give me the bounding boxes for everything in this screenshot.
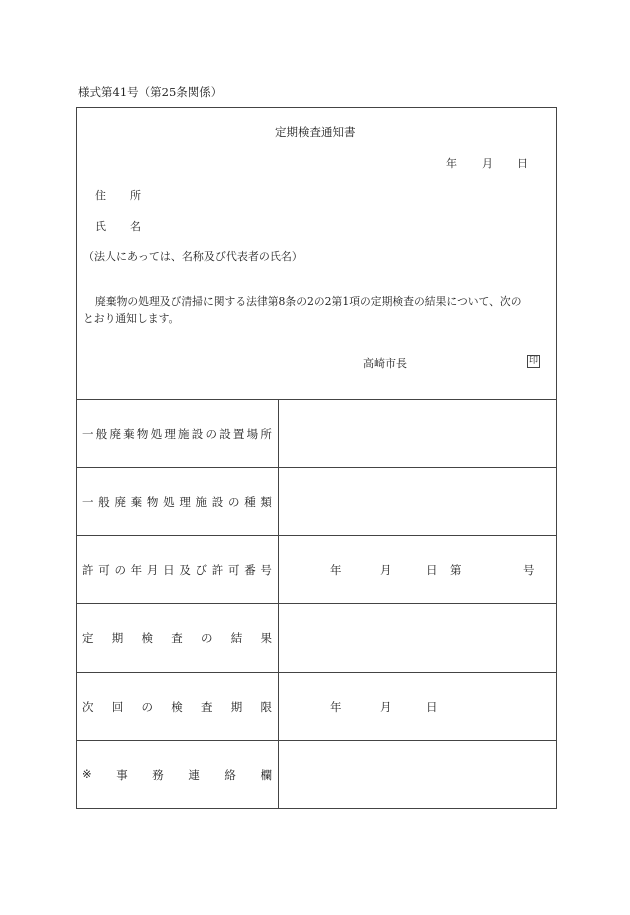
row-label-char: 設 <box>191 427 204 441</box>
document-title: 定期検査通知書 <box>275 125 356 139</box>
row-label-char: 限 <box>260 700 272 714</box>
row-label-char: 廃 <box>114 495 126 509</box>
row-label-3 <box>82 562 272 576</box>
row-label-char: 次 <box>82 700 94 714</box>
row-label-char: 日 <box>163 563 175 577</box>
row-label-char: 物 <box>136 427 149 441</box>
row-label-1 <box>82 426 272 440</box>
row-label-char: 月 <box>146 563 159 577</box>
row-label-char: び <box>195 563 208 577</box>
row-label-char: 置 <box>232 427 245 441</box>
row-value-3-5: 号 <box>523 563 535 577</box>
row-label-char: ※ <box>82 767 92 781</box>
row-value-3-1: 年 <box>330 563 342 577</box>
body-text-line2: とおり通知します。 <box>83 312 180 325</box>
row-entry-cell-1[interactable] <box>279 400 555 466</box>
date-day: 日 <box>517 157 528 170</box>
row-label-char: 一 <box>82 495 94 509</box>
row-label-char: 結 <box>230 631 243 645</box>
row-label-char: 号 <box>260 563 272 577</box>
name-label-1: 氏 <box>95 220 106 233</box>
issuer: 高崎市長 <box>363 357 407 370</box>
row-label-char: の <box>205 427 217 441</box>
row-value-3-3: 日 <box>426 563 438 577</box>
row-label-char: 類 <box>260 495 272 509</box>
row-label-char: 物 <box>146 495 159 509</box>
row-label-char: の <box>227 495 240 509</box>
row-label-char: 種 <box>244 495 256 509</box>
row-label-char: 務 <box>152 768 164 782</box>
row-label-char: 施 <box>178 427 190 441</box>
row-label-char: 棄 <box>130 495 143 509</box>
row-label-char: 般 <box>95 427 108 441</box>
row-label-char: 許 <box>211 563 224 577</box>
row-label-char: 果 <box>260 631 272 645</box>
body-text-line1: 廃棄物の処理及び清掃に関する法律第8条の2の2第1項の定期検査の結果について、次の <box>95 295 522 308</box>
row-entry-cell-5[interactable] <box>279 673 555 739</box>
row-label-char: 一 <box>82 427 94 441</box>
row-label-char: 及 <box>179 563 191 577</box>
row-label-char: 期 <box>230 700 243 714</box>
row-value-3-4: 第 <box>450 563 462 577</box>
row-label-char: 番 <box>244 563 256 577</box>
row-label-char: 定 <box>82 631 94 645</box>
row-label-char: 処 <box>150 427 163 441</box>
row-label-char: 連 <box>188 768 200 782</box>
row-label-char: 理 <box>179 495 191 509</box>
row-label-char: 廃 <box>109 427 121 441</box>
row-label-char: 年 <box>130 563 143 577</box>
row-label-char: 期 <box>111 631 124 645</box>
row-label-char: 可 <box>227 563 240 577</box>
row-label-char: 施 <box>195 495 208 509</box>
corporate-note: （法人にあっては、名称及び代表者の氏名） <box>83 250 303 263</box>
row-value-5-3: 日 <box>426 700 438 714</box>
name-label-2: 名 <box>130 220 141 233</box>
row-entry-cell-2[interactable] <box>279 468 555 534</box>
row-label-char: 査 <box>171 631 183 645</box>
row-label-char: 絡 <box>224 768 236 782</box>
row-label-char: 所 <box>260 427 272 441</box>
row-label-2 <box>82 494 272 508</box>
row-label-char: 可 <box>98 563 110 577</box>
row-entry-cell-3[interactable] <box>279 536 555 602</box>
row-label-char: の <box>201 631 213 645</box>
row-label-char: 設 <box>219 427 231 441</box>
row-label-char: 処 <box>163 495 175 509</box>
row-entry-cell-4[interactable] <box>279 604 555 670</box>
row-label-char: 事 <box>116 768 128 782</box>
row-label-char: 許 <box>82 563 94 577</box>
row-entry-cell-6[interactable] <box>279 741 555 807</box>
row-label-char: 欄 <box>260 768 272 782</box>
row-label-char: 検 <box>141 631 153 645</box>
row-label-5 <box>82 699 272 713</box>
address-label-1: 住 <box>95 189 106 202</box>
row-label-char: の <box>141 700 153 714</box>
row-value-5-2: 月 <box>380 700 392 714</box>
row-label-char: 理 <box>164 427 176 441</box>
seal-mark: 印 <box>528 356 538 366</box>
row-label-char: 検 <box>171 700 183 714</box>
form-number: 様式第41号（第25条関係） <box>78 85 223 99</box>
row-label-char: 棄 <box>123 427 135 441</box>
row-label-char: 査 <box>201 700 213 714</box>
date-year: 年 <box>446 157 457 170</box>
address-label-2: 所 <box>130 189 141 202</box>
row-label-6 <box>82 767 272 781</box>
row-label-4 <box>82 630 272 644</box>
row-value-3-2: 月 <box>380 563 392 577</box>
row-label-char: の <box>114 563 126 577</box>
row-value-5-1: 年 <box>330 700 342 714</box>
row-label-char: 場 <box>246 427 259 441</box>
row-label-char: 般 <box>98 495 110 509</box>
row-label-char: 設 <box>211 495 224 509</box>
row-label-char: 回 <box>111 700 124 714</box>
date-month: 月 <box>482 157 493 170</box>
